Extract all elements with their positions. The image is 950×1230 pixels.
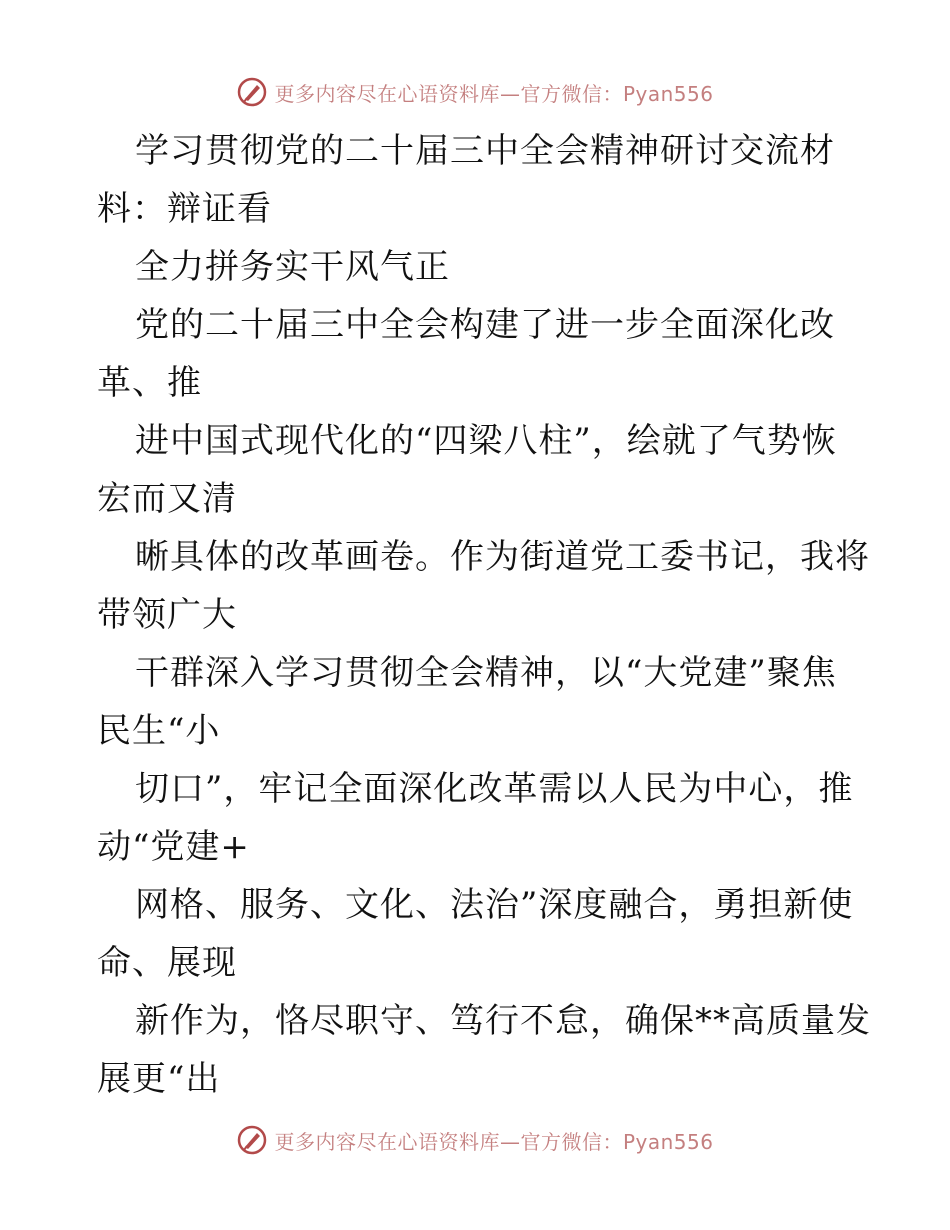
document-line: 网格、服务、文化、法治”深度融合，勇担新使: [135, 885, 854, 925]
quill-pen-seal-icon: [236, 1124, 268, 1156]
document-line: 干群深入学习贯彻全会精神，以“大党建”聚焦: [135, 653, 837, 693]
document-line: 党的二十届三中全会构建了进一步全面深化改: [135, 305, 835, 345]
document-line: 新作为，恪尽职守、笃行不怠，确保**高质量发: [135, 1001, 871, 1041]
document-line: 学习贯彻党的二十届三中全会精神研讨交流材: [135, 131, 835, 171]
document-line: 带领广大: [97, 595, 237, 635]
document-line: 动“党建+: [97, 827, 250, 867]
document-line: 全力拼务实干风气正: [135, 247, 450, 287]
header-watermark-text: 更多内容尽在心语资料库—官方微信：Pyan556: [274, 81, 714, 106]
header-watermark-banner: [0, 72, 950, 112]
document-line: 民生“小: [97, 711, 221, 751]
document-line: 晰具体的改革画卷。作为街道党工委书记，我将: [135, 537, 870, 577]
document-line: 切口”，牢记全面深化改革需以人民为中心，推: [135, 769, 854, 809]
document-line: 展更“出: [97, 1059, 221, 1099]
document-line: 进中国式现代化的“四梁八柱”，绘就了气势恢: [135, 421, 837, 461]
document-line: 命、展现: [97, 943, 237, 983]
document-line: 宏而又清: [97, 479, 237, 519]
footer-watermark-text: 更多内容尽在心语资料库—官方微信：Pyan556: [274, 1129, 714, 1154]
document-line: 料：辩证看: [97, 189, 272, 229]
footer-watermark-banner: [0, 1120, 950, 1160]
document-line: 革、推: [97, 363, 202, 403]
quill-pen-seal-icon: [236, 76, 268, 108]
document-body: [97, 122, 871, 1108]
